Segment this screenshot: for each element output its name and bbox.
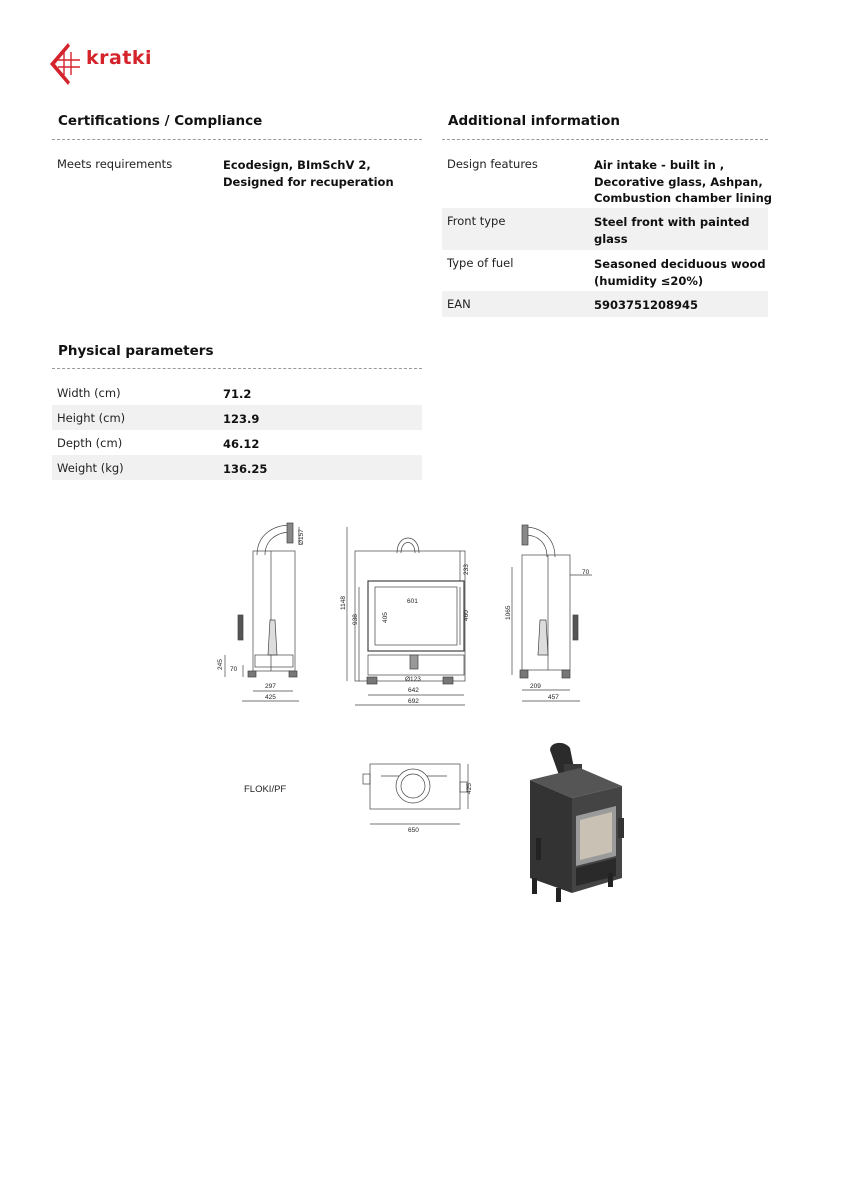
row-value: 123.9: [223, 412, 260, 426]
dim-label: 70: [582, 569, 590, 576]
table-row: [442, 208, 768, 250]
dim-label: 297: [265, 683, 276, 690]
table-row: [52, 405, 422, 430]
certifications-title: Certifications / Compliance: [58, 113, 263, 129]
row-label: EAN: [447, 297, 471, 311]
dim-label: 692: [408, 698, 419, 705]
row-label: Depth (cm): [57, 436, 123, 450]
model-label: FLOKI/PF: [244, 784, 287, 795]
kratki-logo: [46, 40, 186, 90]
table-row: [52, 430, 422, 455]
row-value: 5903751208945: [594, 298, 699, 312]
row-label: Weight (kg): [57, 461, 124, 475]
dim-label: 650: [408, 827, 419, 834]
additional-title: Additional information: [448, 113, 620, 129]
brand-name: kratki: [86, 47, 153, 69]
dim-label: 938: [352, 614, 359, 625]
dim-label: 642: [408, 687, 419, 694]
dim-label: 1065: [505, 605, 512, 620]
dim-label: 425: [466, 783, 473, 794]
row-label: Height (cm): [57, 411, 126, 425]
dim-label: 457: [548, 694, 559, 701]
physical-title: Physical parameters: [58, 343, 214, 359]
side-view-left-drawing: [215, 515, 310, 710]
row-value: Steel front with painted glass: [594, 215, 750, 246]
table-row: [442, 291, 768, 317]
row-value: 136.25: [223, 462, 268, 476]
row-value: 71.2: [223, 387, 252, 401]
table-row: [52, 380, 422, 405]
row-label: Front type: [447, 214, 506, 228]
table-row: [442, 250, 768, 291]
front-view-drawing: [335, 515, 480, 710]
top-view-drawing: [355, 752, 480, 837]
row-label: Meets requirements: [57, 157, 173, 171]
table-row: [52, 157, 422, 193]
dim-label: Ø157: [298, 529, 305, 545]
dim-label: 601: [407, 598, 418, 605]
table-row: [442, 150, 773, 208]
dim-label: 1148: [340, 596, 347, 610]
dim-label: 425: [265, 694, 276, 701]
row-label: Design features: [447, 157, 538, 171]
row-value: 46.12: [223, 437, 260, 451]
dim-label: Ø123: [405, 676, 421, 683]
kratki-logo-mark: [46, 40, 86, 90]
dim-label: 209: [530, 683, 541, 690]
row-value: Ecodesign, BImSchV 2, Designed for recuperation: [223, 158, 394, 189]
fireplace-3d-illustration: [520, 738, 630, 908]
dim-label: 405: [382, 612, 389, 623]
side-view-right-drawing: [500, 515, 600, 710]
row-label: Type of fuel: [447, 256, 514, 270]
table-row: [52, 455, 422, 480]
dim-label: 70: [230, 666, 238, 673]
divider: [52, 139, 422, 140]
divider: [442, 139, 768, 140]
row-value: Seasoned deciduous wood (humidity ≤20%): [594, 257, 766, 288]
dim-label: 460: [463, 610, 470, 621]
row-label: Width (cm): [57, 386, 121, 400]
divider: [52, 368, 422, 369]
dim-label: 245: [217, 659, 224, 670]
row-value: Air intake - built in , Decorative glass, Ashpan, Combustion chamber lining: [594, 158, 773, 205]
dim-label: 233: [463, 564, 470, 575]
